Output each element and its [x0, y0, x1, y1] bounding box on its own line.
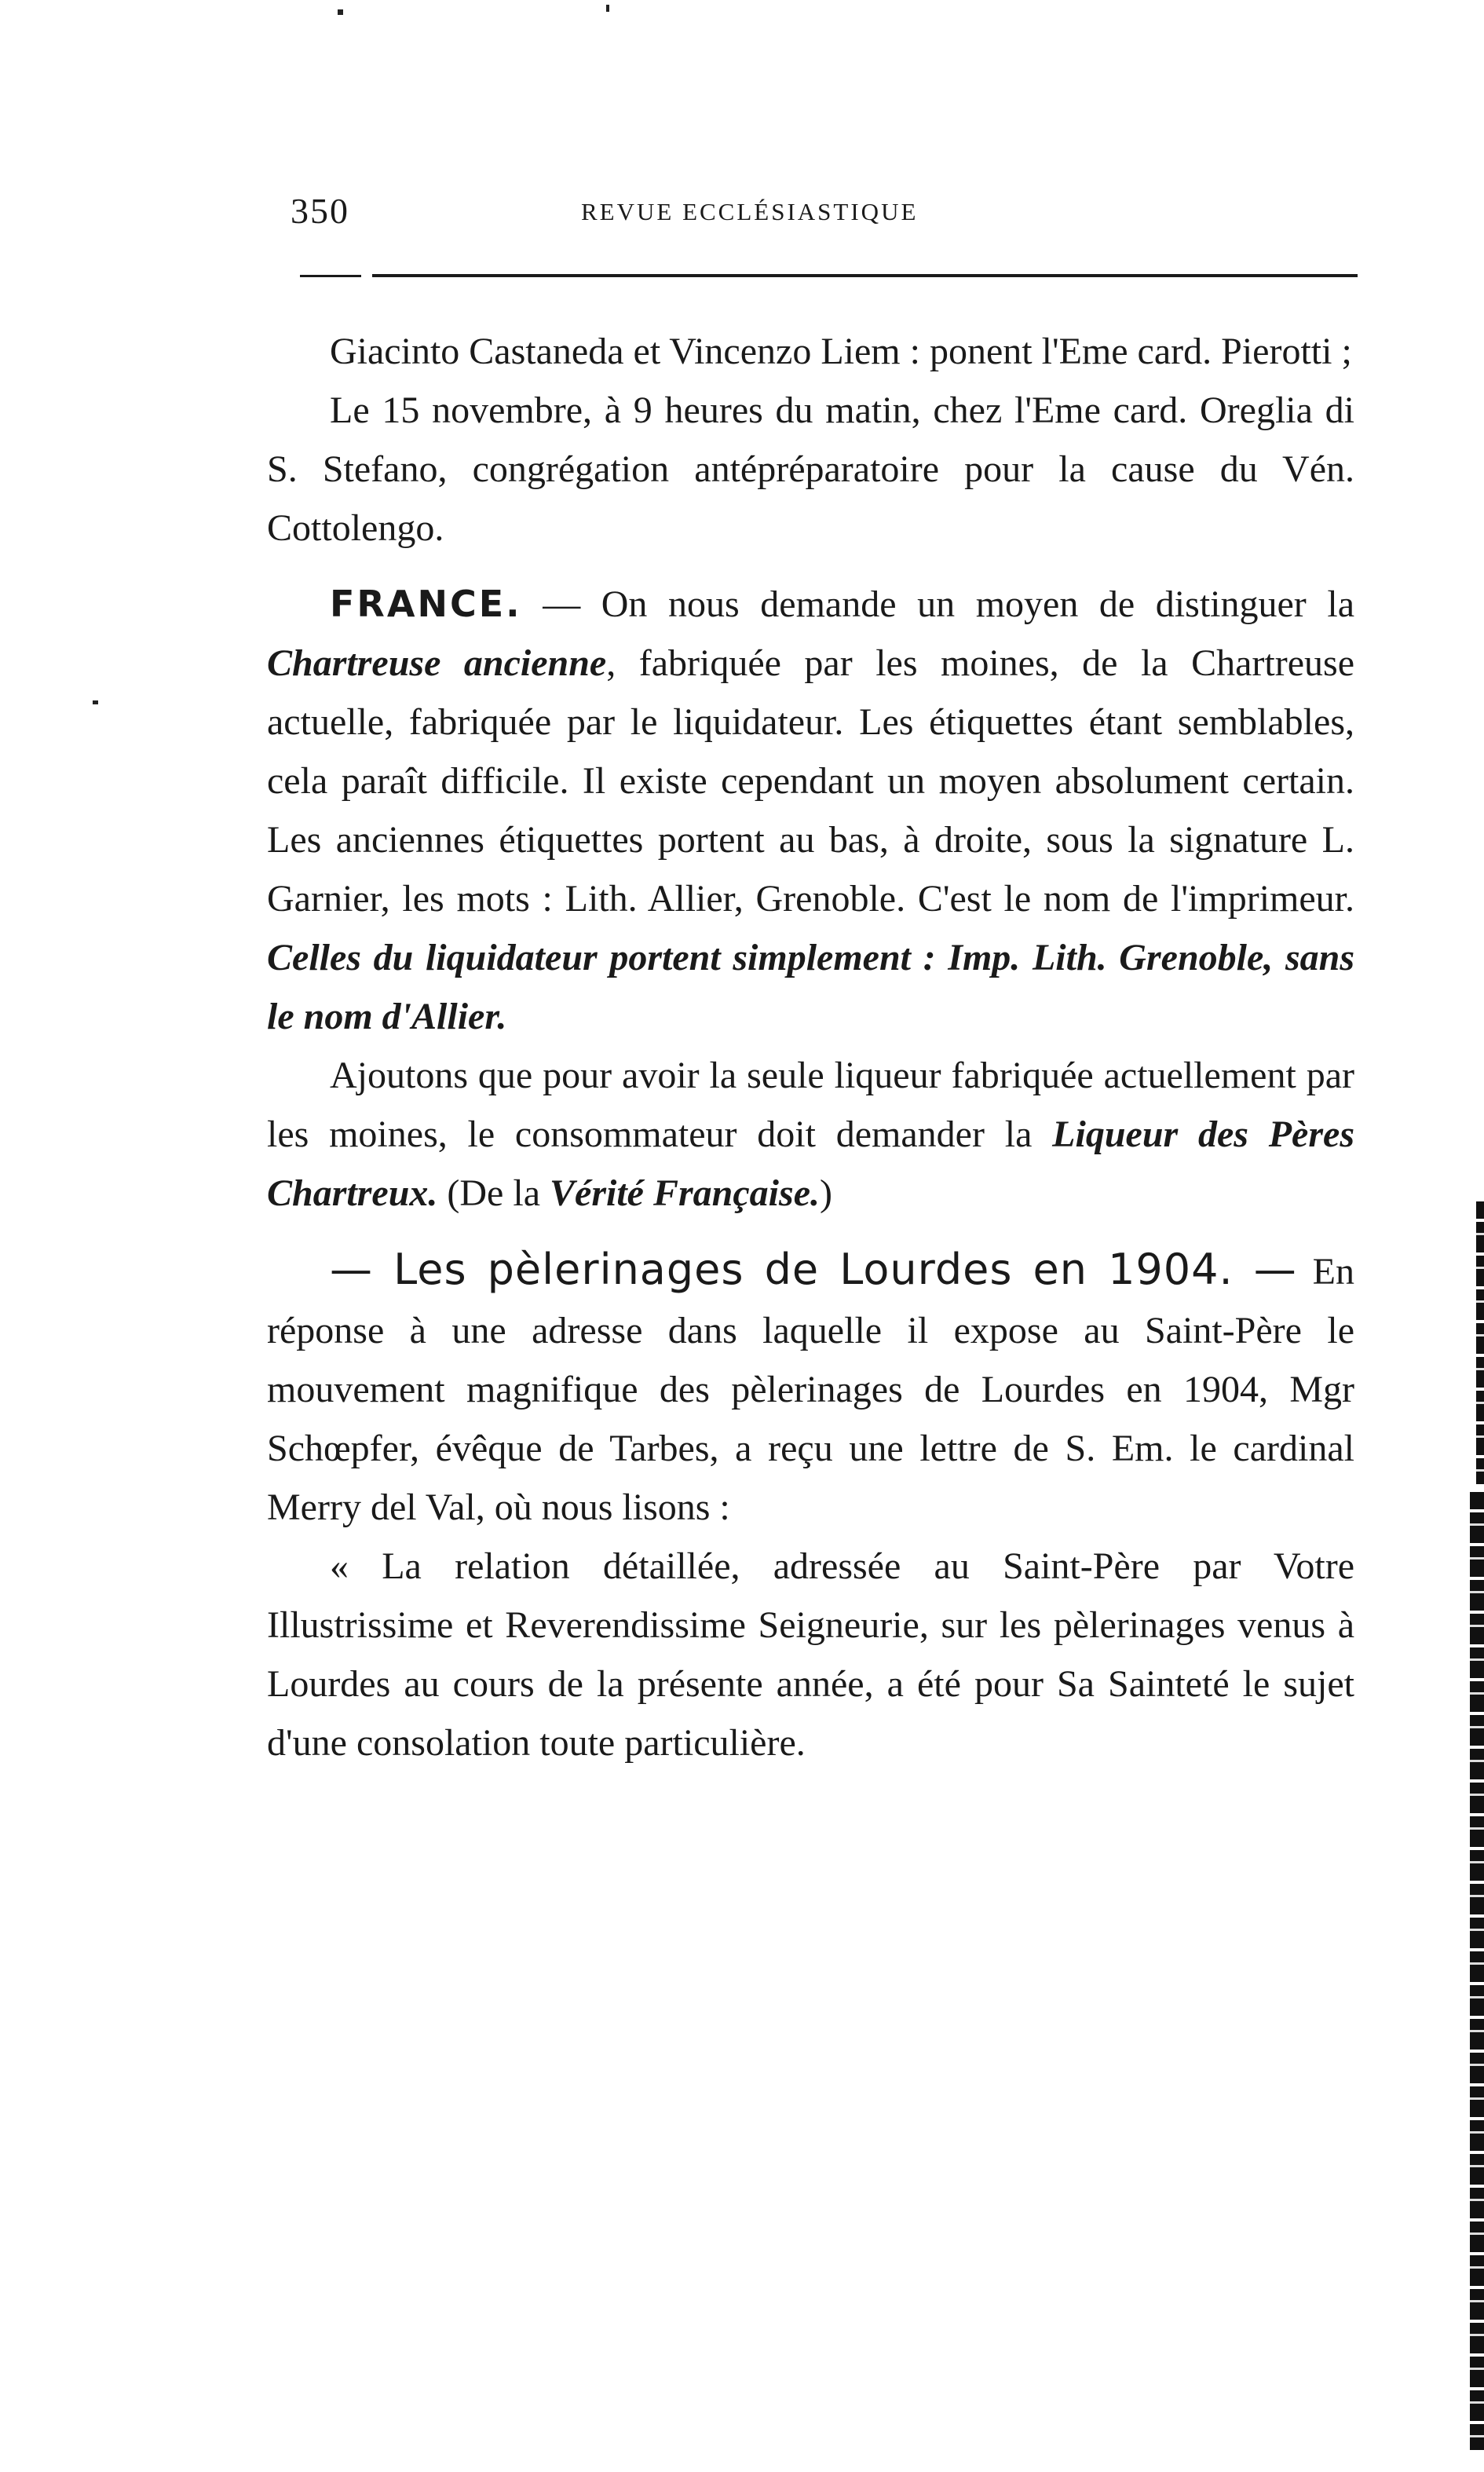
scan-speck: [338, 9, 343, 15]
paragraph-france: [267, 575, 1354, 1046]
paragraph-quote: [267, 1537, 1354, 1772]
paragraph-ajoutons: [267, 1046, 1354, 1223]
paragraph-2: [267, 381, 1354, 558]
paragraph-1-text: Giacinto Castaneda et Vincenzo Liem : ponent l'Eme card. Pierotti ;: [330, 331, 1352, 372]
paragraph-lourdes: [267, 1240, 1354, 1537]
france-italic-2: Celles du liquidateur portent simplement : Imp. Lith. Grenoble, sans le nom d'Allier.: [267, 937, 1354, 1037]
france-text-2: , fabriquée par les moines, de la Chartreuse actuelle, fabriquée par le liquidateur. Les étiquettes étant semblables, cela paraît difficile. Il existe cependant un moyen absolument certain. Les anciennes étiquettes portent au bas, à droite, sous la signature L. Garnier, les mots : Lith. Allier, Grenoble. C'est le nom de l'imprimeur.: [267, 642, 1354, 920]
scan-speck: [606, 5, 609, 12]
scan-edge-mark: [1476, 1201, 1484, 1484]
lourdes-heading: — Les pèlerinages de Lourdes en 1904. —: [330, 1245, 1297, 1294]
scan-edge-mark: [1470, 1492, 1484, 2450]
france-text-1: — On nous demande un moyen de distinguer la: [521, 583, 1354, 625]
lourdes-text: En réponse à une adresse dans laquelle il expose au Saint-Père le mouvement magnifique des pèlerinages de Lourdes en 1904, Mgr Schœpfer, évêque de Tarbes, a reçu une lettre de S. Em. le cardinal Merry del Val, où nous lisons :: [267, 1251, 1354, 1528]
france-lead-in: FRANCE.: [330, 583, 522, 625]
ajoutons-text-3: ): [820, 1172, 832, 1214]
quote-text: « La relation détaillée, adressée au Saint-Père par Votre Illustrissime et Reverendissime Seigneurie, sur les pèlerinages venus à Lourdes au cours de la présente année, a été pour Sa Sainteté le sujet d'une consolation toute particulière.: [267, 1545, 1354, 1764]
ajoutons-text-1: Ajoutons que pour avoir la seule liqueur fabriquée actuellement par les moines, le consommateur doit demander la: [267, 1055, 1354, 1155]
paragraph-2-text: Le 15 novembre, à 9 heures du matin, chez l'Eme card. Oreglia di S. Stefano, congrégation antépréparatoire pour la cause du Vén. Cottolengo.: [267, 389, 1354, 549]
scan-speck: [93, 700, 98, 704]
paragraph-1: [267, 322, 1354, 381]
page-header: [291, 190, 1358, 237]
running-title: REVUE ECCLÉSIASTIQUE: [581, 198, 919, 225]
header-rule-long: [372, 274, 1358, 277]
ajoutons-text-2: (De la: [437, 1172, 550, 1214]
ajoutons-italic-2: Vérité Française.: [550, 1172, 820, 1214]
header-rule-short: [300, 275, 361, 277]
page-number: 350: [291, 191, 349, 231]
france-italic-1: Chartreuse ancienne: [267, 642, 607, 684]
body-text: [267, 322, 1354, 1772]
ajoutons-italic-1: Liqueur des Pères Chartreux.: [267, 1113, 1355, 1214]
